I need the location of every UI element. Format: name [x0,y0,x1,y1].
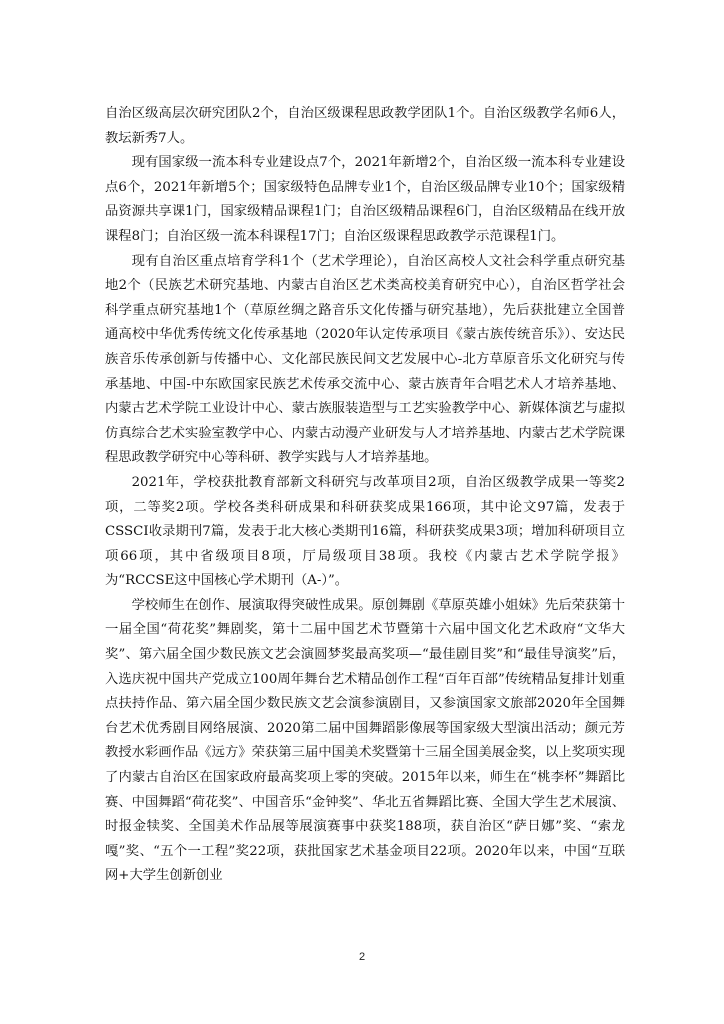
paragraph-research-teams: 自治区级高层次研究团队2个，自治区级课程思政教学团队1个。自治区级教学名师6人，教坛新秀7人。 [105,106,625,146]
paragraph-majors-courses: 现有国家级一流本科专业建设点7个，2021年新增2个，自治区级一流本科专业建设点6个，2021年新增5个；国家级特色品牌专业1个，自治区级品牌专业10个；国家级精品资源共享课1门，国家级精品课程1门；自治区级精品课程6门，自治区级精品在线开放课程8门；自治区级一流本科课程17门；自治区级课程思政教学示范课程1门。 [105,155,625,244]
document-body [105,102,625,889]
paragraph-research-achievements: 2021年，学校获批教育部新文科研究与改革项目2项，自治区级教学成果一等奖2项，二等奖2项。学校各类科研成果和科研获奖成果166项，其中论文97篇，发表于CSSCI收录期刊7篇，发表于北大核心类期刊16篇，科研获奖成果3项；增加科研项目立项66项，其中省级项目8项，厅局级项目38项。我校《内蒙古艺术学院学报》为“RCCSE这中国核心学术期刊（A-）”。 [105,474,625,589]
paragraph-creative-awards: 学校师生在创作、展演取得突破性成果。原创舞剧《草原英雄小姐妹》先后荣获第十一届全国“荷花奖”舞剧奖，第十二届中国艺术节暨第十六届中国文化艺术政府“文华大奖”、第六届全国少数民族文艺会演圆梦奖最高奖项—“最佳剧目奖”和“最佳导演奖”后，入选庆祝中国共产党成立100周年舞台艺术精品创作工程“百年百部”传统精品复排计划重点扶持作品、第六届全国少数民族文艺会演参演剧目，又参演国家文旅部2020年全国舞台艺术优秀剧目网络展演、2020第二届中国舞蹈影像展等国家级大型演出活动；颜元芳教授水彩画作品《远方》荣获第三届中国美术奖暨第十三届全国美展金奖，以上奖项实现了内蒙古自治区在国家政府最高奖项上零的突破。2015年以来，师生在“桃李杯”舞蹈比赛、中国舞蹈“荷花奖”、中国音乐“金钟奖”、华北五省舞蹈比赛、全国大学生艺术展演、时报金犊奖、全国美术作品展等展演赛事中获奖188项，获自治区“萨日娜”奖、“索龙嘎”奖、“五个一工程”奖22项，获批国家艺术基金项目22项。2020年以来，中国“互联网+大学生创新创业 [105,597,625,884]
page-number: 2 [358,951,366,963]
paragraph-disciplines-bases: 现有自治区重点培育学科1个（艺术学理论），自治区高校人文社会科学重点研究基地2个（民族艺术研究基地、内蒙古自治区艺术类高校美育研究中心），自治区哲学社会科学重点研究基地1个（草原丝绸之路音乐文化传播与研究基地），先后获批建立全国普通高校中华优秀传统文化传承基地（2020年认定传承项目《蒙古族传统音乐》）、安达民族音乐传承创新与传播中心、文化部民族民间文艺发展中心-北方草原音乐文化研究与传承基地、中国-中东欧国家民族艺术传承交流中心、蒙古族青年合唱艺术人才培养基地、内蒙古艺术学院工业设计中心、蒙古族服装造型与工艺实验教学中心、新媒体演艺与虚拟仿真综合艺术实验室教学中心、内蒙古动漫产业研发与人才培养基地、内蒙古艺术学院课程思政教学研究中心等科研、教学实践与人才培养基地。 [105,253,625,466]
